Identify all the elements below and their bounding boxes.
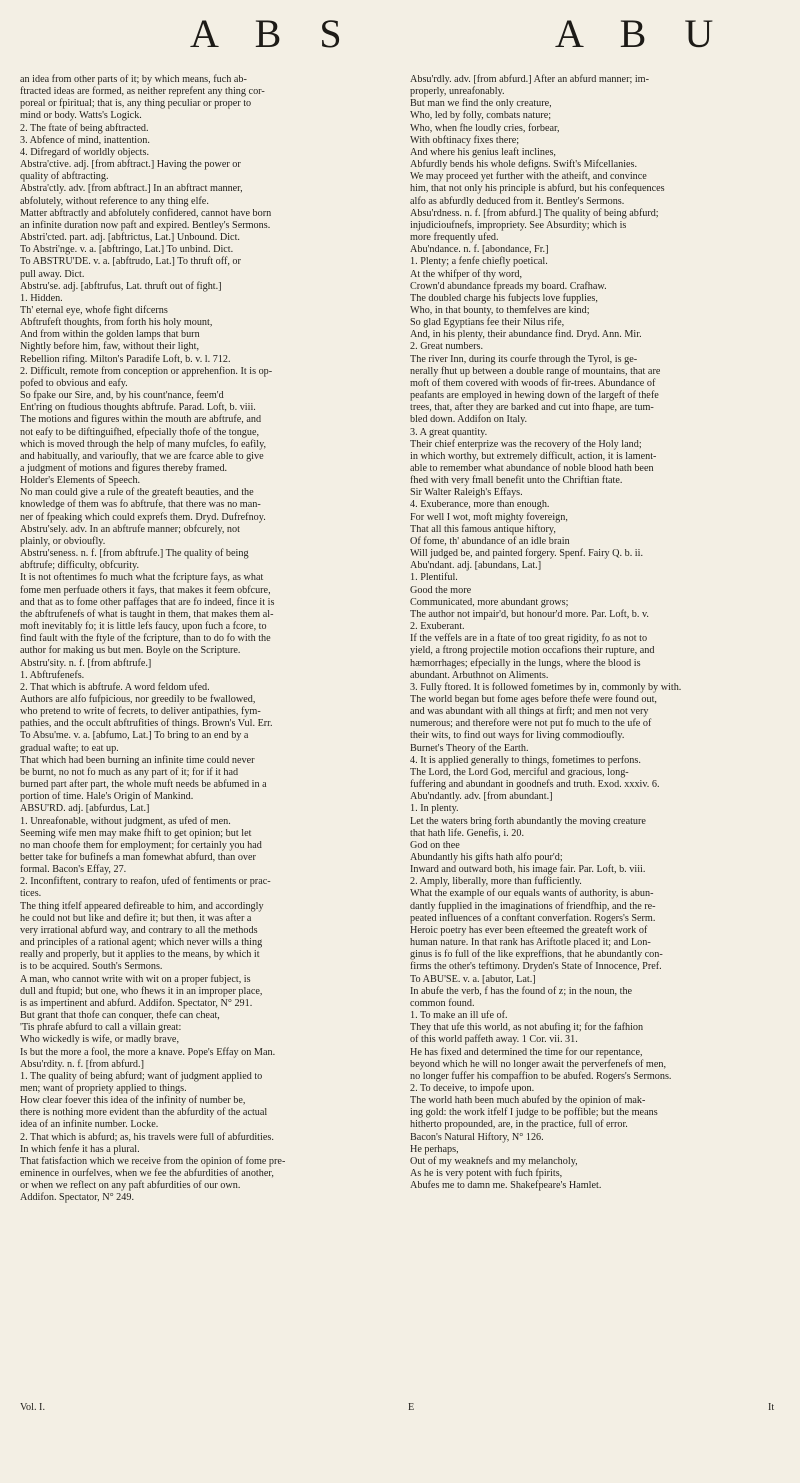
text-line: Sir Walter Raleigh's Effays. bbox=[410, 487, 523, 499]
text-line: Their chief enterprize was the recovery of the Holy land; bbox=[410, 438, 642, 450]
text-line: What the example of our equals wants of authority, is abun- bbox=[410, 888, 654, 900]
text-line: knowledge of them was fo abftrufe, that there was no man- bbox=[20, 499, 261, 511]
text-line: Abundantly his gifts hath alfo pour'd; bbox=[410, 852, 563, 863]
left-column bbox=[20, 74, 380, 1205]
text-line: and was abundant with all things at firft; and men not very bbox=[410, 706, 649, 718]
text-line: Ent'ring on ftudious thoughts abftrufe. Parad. Loft, b. viii. bbox=[20, 402, 256, 414]
text-line: is as impertinent and abfurd. Addifon. Spectator, N° 291. bbox=[20, 997, 253, 1009]
text-line: That fatisfaction which we receive from the opinion of fome pre- bbox=[20, 1155, 286, 1167]
text-line: Will judged be, and painted forgery. Spenf. Fairy Q. b. ii. bbox=[410, 548, 644, 560]
text-line: The author not impair'd, but honour'd more. Par. Loft, b. v. bbox=[410, 608, 649, 620]
running-head-right: A B U bbox=[555, 11, 728, 56]
text-line: The world began but fome ages before thefe were found out, bbox=[410, 693, 657, 705]
text-line: quality of abftracting. bbox=[20, 171, 109, 183]
text-line: ABSU'RD. adj. [abfurdus, Lat.] bbox=[20, 803, 150, 815]
text-line: 2. To deceive, to impofe upon. bbox=[410, 1082, 535, 1094]
text-line: an infinite duration now paft and expired. Bentley's Sermons. bbox=[20, 219, 271, 231]
text-line: God on thee bbox=[410, 839, 460, 851]
text-line: Out of my weaknefs and my melancholy, bbox=[410, 1155, 578, 1167]
text-line: To ABU'SE. v. a. [abutor, Lat.] bbox=[410, 973, 536, 985]
text-line: better take for bufinefs a man fomewhat abfurd, than over bbox=[20, 852, 256, 863]
text-line: dull and ftupid; but one, who fhews it in an improper place, bbox=[20, 985, 263, 997]
text-line: very irrational abfurd way, and contrary to all the methods bbox=[20, 924, 258, 936]
text-line: moft of them covered with woods of fir-trees. Abundance of bbox=[410, 377, 656, 389]
text-line: be burnt, no not fo much as any part of it; for if it had bbox=[20, 766, 239, 778]
text-line: alfo as abfurdly deduced from it. Bentley's Sermons. bbox=[410, 195, 625, 207]
text-line: firms the other's teftimony. Dryden's State of Innocence, Pref. bbox=[410, 961, 662, 973]
text-line: peated influences of a conftant converfation. Rogers's Serm. bbox=[410, 912, 656, 924]
text-line: The world hath been much abufed by the opinion of mak- bbox=[410, 1095, 646, 1107]
text-line: A man, who cannot write with wit on a proper fubject, is bbox=[20, 973, 251, 985]
text-line: 1. Plenty; a fenfe chiefly poetical. bbox=[410, 256, 548, 268]
text-line: In abufe the verb, f has the found of z; in the noun, the bbox=[410, 985, 633, 997]
text-line: more frequently ufed. bbox=[410, 232, 499, 244]
text-line: gradual wafte; to eat up. bbox=[20, 742, 119, 754]
text-line: who pretend to write of fecrets, to deliver antipathies, fym- bbox=[20, 706, 261, 718]
text-line: idea of an infinite number. Locke. bbox=[20, 1119, 159, 1131]
text-line: We may proceed yet further with the atheift, and convince bbox=[410, 171, 647, 183]
text-line: author for making us but men. Boyle on the Scripture. bbox=[20, 645, 241, 657]
text-line: And where his genius leaft inclines, bbox=[410, 146, 556, 158]
text-line: Crown'd abundance fpreads my board. Crafhaw. bbox=[410, 280, 607, 292]
text-line: yield, a ftrong projectile motion occafions their rupture, and bbox=[410, 645, 655, 657]
text-line: formal. Bacon's Effay, 27. bbox=[20, 864, 127, 876]
text-line: poreal or fpiritual; that is, any thing peculiar or proper to bbox=[20, 98, 252, 110]
text-line: 2. That which is abftrufe. A word feldom ufed. bbox=[20, 681, 210, 693]
text-line: Holder's Elements of Speech. bbox=[20, 475, 141, 487]
text-line: 4. It is applied generally to things, fometimes to perfons. bbox=[410, 754, 641, 766]
text-line: fhed with very fmall benefit unto the Chriftian ftate. bbox=[410, 475, 623, 487]
text-line: 2. Exuberant. bbox=[410, 621, 465, 633]
text-line: The river Inn, during its courfe through the Tyrol, is ge- bbox=[410, 353, 638, 365]
text-line: Abstri'cted. part. adj. [abftrictus, Lat.] Unbound. Dict. bbox=[20, 232, 240, 244]
text-line: 2. Difficult, remote from conception or apprehenfion. It is op- bbox=[20, 365, 273, 377]
text-line: and that as to fome other paffages that are fo indeed, fince it is bbox=[20, 596, 275, 608]
text-line: ginus is fo full of the like expreffions, that he abundantly con- bbox=[410, 949, 663, 961]
text-line: Abstra'ctive. adj. [from abftract.] Having the power or bbox=[20, 159, 241, 171]
text-line: At the whifper of thy word, bbox=[410, 268, 523, 280]
text-line: 3. Fully ftored. It is followed fometimes by in, commonly by with. bbox=[410, 681, 682, 693]
text-line: ing gold: the work itfelf I judge to be poffible; but the means bbox=[410, 1107, 658, 1119]
text-line: Matter abftractly and abfolutely confidered, cannot have born bbox=[20, 207, 272, 219]
text-line: Abu'ndant. adj. [abundans, Lat.] bbox=[410, 560, 542, 572]
text-line: Nightly before him, faw, without their light, bbox=[20, 341, 200, 353]
text-line: Abstra'ctly. adv. [from abftract.] In an abftract manner, bbox=[20, 183, 243, 195]
text-line: He has fixed and determined the time for our repentance, bbox=[410, 1046, 643, 1058]
text-line: bled down. Addifon on Italy. bbox=[410, 414, 528, 426]
text-line: or when we reflect on any paft abfurdities of our own. bbox=[20, 1180, 241, 1192]
text-line: of this world paffeth away. 1 Cor. vii. 31. bbox=[410, 1034, 578, 1046]
text-line: 1. Abftrufenefs. bbox=[20, 669, 85, 681]
text-line: mind or body. Watts's Logick. bbox=[20, 110, 142, 122]
text-line: really and properly, but it applies to the means, by which it bbox=[20, 949, 260, 961]
text-line: Addifon. Spectator, N° 249. bbox=[20, 1192, 135, 1204]
text-line: a judgment of motions and figures thereby framed. bbox=[20, 463, 228, 474]
text-line: To Abstri'nge. v. a. [abftringo, Lat.] To unbind. Dict. bbox=[20, 244, 234, 256]
text-line: 1. Unreafonable, without judgment, as ufed of men. bbox=[20, 815, 231, 827]
text-line: which is moved through the help of many mufcles, fo eafily, bbox=[20, 438, 267, 450]
text-line: 4. Difregard of worldly objects. bbox=[20, 146, 150, 158]
text-line: Communicated, more abundant grows; bbox=[410, 596, 569, 608]
text-line: men; want of propriety applied to things. bbox=[20, 1082, 187, 1094]
text-line: The motions and figures within the mouth are abftrufe, and bbox=[20, 414, 262, 426]
text-line: able to remember what abundance of noble blood hath been bbox=[410, 463, 654, 474]
text-line: ftracted ideas are formed, as neither reprefent any thing cor- bbox=[20, 86, 265, 98]
text-line: fome men perfuade others it fays, that makes it feem obfcure, bbox=[20, 584, 271, 596]
text-line: Good the more bbox=[410, 584, 472, 596]
text-line: hæmorrhages; efpecially in the lungs, where the blood is bbox=[410, 657, 641, 669]
text-line: fuffering and abundant in goodnefs and truth. Exod. xxxiv. 6. bbox=[410, 779, 660, 791]
text-line: Bacon's Natural Hiftory, N° 126. bbox=[410, 1131, 544, 1143]
text-line: He perhaps, bbox=[410, 1143, 459, 1155]
text-line: 1. In plenty. bbox=[410, 803, 459, 815]
text-line: 3. Abfence of mind, inattention. bbox=[20, 134, 150, 146]
text-line: 2. Inconfiftent, contrary to reafon, ufed of fentiments or prac- bbox=[20, 876, 271, 888]
text-line: and habitually, and varioufly, that we are fcarce able to give bbox=[20, 450, 264, 462]
text-line: trees, that, after they are barked and cut into fhape, are tum- bbox=[410, 402, 654, 414]
text-line: Who, when fhe loudly cries, forbear, bbox=[410, 122, 560, 134]
text-line: For well I wot, moft mighty fovereign, bbox=[410, 511, 568, 523]
text-line: Is but the more a fool, the more a knave. Pope's Effay on Man. bbox=[20, 1046, 276, 1058]
text-line: 'Tis phrafe abfurd to call a villain great: bbox=[20, 1022, 182, 1034]
text-line: 1. Hidden. bbox=[20, 292, 63, 304]
text-line: 2. The ftate of being abftracted. bbox=[20, 122, 149, 134]
text-line: And from within the golden lamps that burn bbox=[20, 329, 200, 341]
text-line: 2. Amply, liberally, more than fufficiently. bbox=[410, 876, 582, 888]
text-line: find fault with the ftyle of the fcripture, than to do fo with the bbox=[20, 633, 271, 645]
text-line: him, that not only his principle is abfurd, but his confequences bbox=[410, 183, 665, 195]
text-line: If the veffels are in a ftate of too great rigidity, fo as not to bbox=[410, 633, 648, 645]
text-line: Who wickedly is wife, or madly brave, bbox=[20, 1034, 179, 1046]
text-line: abftrufe; difficulty, obfcurity. bbox=[20, 560, 139, 572]
text-line: human nature. In that rank has Ariftotle placed it; and Lon- bbox=[410, 937, 651, 949]
text-line: portion of time. Hale's Origin of Mankind. bbox=[20, 791, 194, 803]
text-line: In which fenfe it has a plural. bbox=[20, 1143, 140, 1155]
text-line: Absu'rdity. n. f. [from abfurd.] bbox=[20, 1058, 144, 1070]
text-line: peafants are employed in hewing down of the largeft of thefe bbox=[410, 390, 659, 402]
text-line: Let the waters bring forth abundantly the moving creature bbox=[410, 815, 646, 827]
text-line: abfolutely, without reference to any thing elfe. bbox=[20, 195, 209, 207]
text-line: Rebellion rifing. Milton's Paradife Loft, b. v. l. 712. bbox=[20, 353, 231, 365]
text-line: They that ufe this world, as not abufing it; for the fafhion bbox=[410, 1022, 644, 1034]
text-line: no man choofe them for employment; for certainly you had bbox=[20, 839, 262, 851]
text-line: It is not oftentimes fo much what the fcripture fays, as what bbox=[20, 572, 264, 584]
text-line: Who, in that bounty, to themfelves are kind; bbox=[410, 304, 590, 316]
text-line: pofed to obvious and eafy. bbox=[20, 377, 128, 389]
text-line: Seeming wife men may make fhift to get opinion; but let bbox=[20, 827, 252, 839]
text-line: Heroic poetry has ever been efteemed the greateft work of bbox=[410, 924, 648, 936]
text-line: 2. Great numbers. bbox=[410, 341, 483, 353]
text-line: Abstru'se. adj. [abftrufus, Lat. thruft out of fight.] bbox=[20, 280, 222, 292]
text-line: 3. A great quantity. bbox=[410, 426, 488, 438]
text-line: and principles of a rational agent; which never wills a thing bbox=[20, 937, 263, 949]
text-line: burned part after part, the whole muft needs be abfumed in a bbox=[20, 779, 267, 791]
text-line: Abftrufeft thoughts, from forth his holy mount, bbox=[20, 317, 213, 329]
text-line: Abstru'sity. n. f. [from abftrufe.] bbox=[20, 657, 152, 669]
text-line: Abufes me to damn me. Shakefpeare's Hamlet. bbox=[410, 1180, 602, 1192]
text-line: Abfurdly bends his whole defigns. Swift's Mifcellanies. bbox=[410, 159, 638, 171]
text-line: That all this famous antique hiftory, bbox=[410, 523, 556, 535]
text-line: injudicioufnefs, impropriety. See Absurdity; which is bbox=[410, 219, 627, 231]
text-line: But man we find the only creature, bbox=[410, 98, 552, 110]
text-line: abundant. Arbuthnot on Aliments. bbox=[410, 669, 549, 681]
text-line: To ABSTRU'DE. v. a. [abftrudo, Lat.] To thruft off, or bbox=[20, 256, 241, 268]
catchword: It bbox=[768, 1402, 775, 1413]
text-line: Who, led by folly, combats nature; bbox=[410, 110, 552, 122]
text-line: in which worthy, but extremely difficult, action, it is lament- bbox=[410, 450, 657, 462]
text-line: he could not but like and defire it; but then, it was after a bbox=[20, 912, 252, 924]
text-line: Abstru'seness. n. f. [from abftrufe.] The quality of being bbox=[20, 548, 249, 560]
text-line: But grant that thofe can conquer, thefe can cheat, bbox=[20, 1010, 220, 1022]
volume-label: Vol. I. bbox=[20, 1402, 45, 1413]
text-line: So glad Egyptians fee their Nilus rife, bbox=[410, 317, 565, 329]
text-line: 1. Plentiful. bbox=[410, 572, 458, 584]
text-line: To Absu'me. v. a. [abfumo, Lat.] To bring to an end by a bbox=[20, 730, 249, 742]
text-line: that hath life. Genefis, i. 20. bbox=[410, 827, 525, 839]
text-line: 1. The quality of being abfurd; want of judgment applied to bbox=[20, 1070, 263, 1082]
text-line: So fpake our Sire, and, by his count'nance, feem'd bbox=[20, 390, 224, 402]
right-column bbox=[410, 74, 770, 1192]
running-head bbox=[0, 10, 800, 70]
running-head-left: A B S bbox=[190, 11, 356, 56]
text-line: hitherto propounded, are, in the practice, full of error. bbox=[410, 1119, 628, 1131]
text-line: With obftinacy fixes there; bbox=[410, 134, 520, 146]
text-line: their wits, to find out ways for living commodioufly. bbox=[410, 730, 625, 742]
text-line: plainly, or obvioufly. bbox=[20, 535, 106, 547]
text-line: Th' eternal eye, whofe fight difcerns bbox=[20, 304, 168, 316]
text-line: No man could give a rule of the greateft beauties, and the bbox=[20, 487, 254, 499]
text-line: How clear foever this idea of the infinity of number be, bbox=[20, 1095, 246, 1107]
text-line: Abstru'sely. adv. In an abftrufe manner; obfcurely, not bbox=[20, 523, 240, 535]
text-line: That which had been burning an infinite time could never bbox=[20, 754, 255, 766]
text-line: eminence in ourfelves, when we fee the abfurdities of another, bbox=[20, 1168, 274, 1180]
text-line: numerous; and therefore were not put fo much to the ufe of bbox=[410, 718, 652, 730]
text-line: no longer fuffer his compaffion to be abufed. Rogers's Sermons. bbox=[410, 1070, 672, 1082]
text-line: the abftrufenefs of what is taught in them, that makes them al- bbox=[20, 608, 274, 620]
text-line: 4. Exuberance, more than enough. bbox=[410, 499, 550, 511]
text-line: Authors are alfo fufpicious, nor greedily to be fwallowed, bbox=[20, 693, 256, 705]
text-line: Burnet's Theory of the Earth. bbox=[410, 742, 529, 754]
text-line: ner of fpeaking which could exprefs them. Dryd. Dufrefnoy. bbox=[20, 511, 266, 523]
text-line: pathies, and the occult abftrufities of things. Brown's Vul. Err. bbox=[20, 718, 273, 730]
text-line: is to be acquired. South's Sermons. bbox=[20, 961, 163, 973]
text-line: The doubled charge his fubjects love fupplies, bbox=[410, 292, 598, 304]
text-line: common found. bbox=[410, 997, 475, 1009]
text-line: nerally fhut up between a double range of mountains, that are bbox=[410, 365, 661, 377]
text-line: Inward and outward both, his image fair. Par. Loft, b. viii. bbox=[410, 864, 646, 876]
text-line: The Lord, the Lord God, merciful and gracious, long- bbox=[410, 766, 629, 778]
text-line: Abu'ndance. n. f. [abondance, Fr.] bbox=[410, 244, 549, 256]
text-line: tices. bbox=[20, 888, 42, 900]
text-line: moft inevitably fo; it is little lefs faucy, upon fuch a fcore, to bbox=[20, 621, 267, 633]
text-line: pull away. Dict. bbox=[20, 268, 85, 280]
text-line: Of fome, th' abundance of an idle brain bbox=[410, 535, 570, 547]
text-line: Absu'rdness. n. f. [from abfurd.] The quality of being abfurd; bbox=[410, 207, 659, 219]
text-line: an idea from other parts of it; by which means, fuch ab- bbox=[20, 74, 247, 85]
text-line: 1. To make an ill ufe of. bbox=[410, 1010, 508, 1022]
text-line: The thing itfelf appeared defireable to him, and accordingly bbox=[20, 900, 264, 912]
text-line: dantly fupplied in the imaginations of friendfhip, and the re- bbox=[410, 900, 656, 912]
text-line: not eafy to be diftinguifhed, efpecially thofe of the tongue, bbox=[20, 426, 260, 438]
signature-mark: E bbox=[408, 1402, 415, 1413]
text-line: As he is very potent with fuch fpirits, bbox=[410, 1168, 563, 1180]
text-line: 2. That which is abfurd; as, his travels were full of abfurdities. bbox=[20, 1131, 274, 1143]
text-line: Absu'rdly. adv. [from abfurd.] After an abfurd manner; im- bbox=[410, 74, 649, 85]
text-line: properly, unreafonably. bbox=[410, 86, 505, 98]
text-line: Abu'ndantly. adv. [from abundant.] bbox=[410, 791, 553, 803]
text-line: there is nothing more evident than the abfurdity of the actual bbox=[20, 1107, 268, 1119]
text-line: And, in his plenty, their abundance find. Dryd. Ann. Mir. bbox=[410, 329, 642, 341]
text-line: beyond which he will no longer await the perverfenefs of men, bbox=[410, 1058, 667, 1070]
